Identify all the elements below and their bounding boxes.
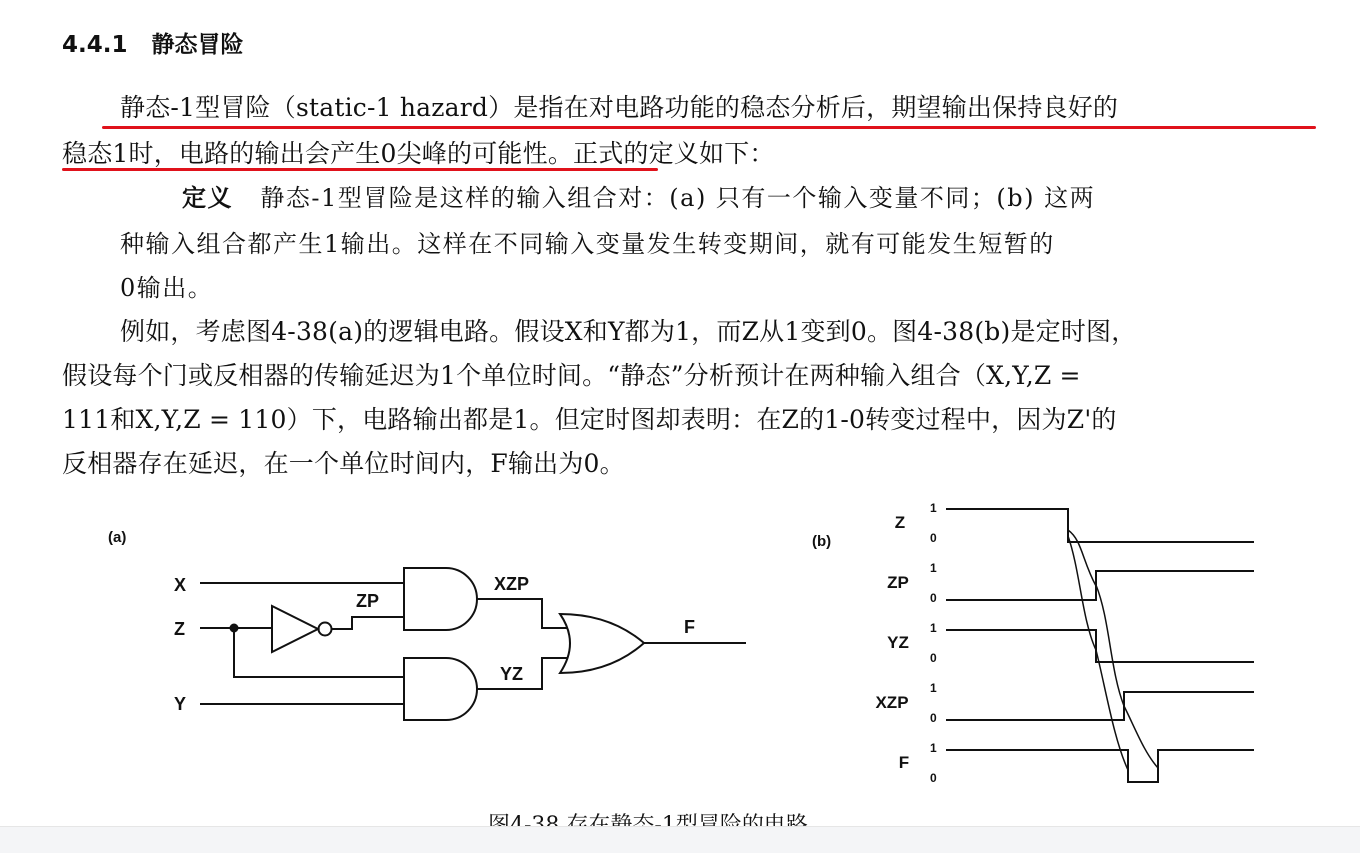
example-line-4: 反相器存在延迟，在一个单位时间内，F输出为0。 — [62, 449, 625, 478]
red-underline-2 — [62, 168, 658, 171]
label-z: Z — [174, 619, 185, 639]
label-zp: ZP — [356, 591, 380, 611]
signal-yz: YZ — [887, 633, 909, 652]
and-gate-bottom — [404, 658, 477, 720]
logic-circuit-diagram — [0, 480, 800, 810]
panel-b-label: (b) — [812, 533, 832, 550]
signal-xzp: XZP — [875, 693, 909, 712]
label-y: Y — [174, 694, 187, 714]
wave-z — [946, 509, 1254, 542]
label-yz: YZ — [500, 664, 524, 684]
paragraph-1-line-2: 稳态1时，电路的输出会产生0尖峰的可能性。正式的定义如下： — [62, 139, 775, 168]
or-gate — [560, 614, 644, 673]
wave-f — [946, 750, 1254, 782]
definition-line-3: 0输出。 — [120, 274, 214, 302]
label-f: F — [684, 617, 695, 637]
signal-f: F — [898, 753, 910, 772]
example-line-3: 111和X,Y,Z = 110）下，电路输出都是1。但定时图却表明：在Z的1-0转变过程中，因为Z'的 — [62, 405, 1117, 434]
cause-xzp-f — [1124, 706, 1158, 768]
definition-text-1: 静态-1型冒险是这样的输入组合对：(a) 只有一个输入变量不同；(b) 这两 — [260, 184, 1096, 212]
wire-zp — [332, 617, 404, 629]
level-1-yz: 1 — [930, 621, 937, 635]
and-gate-top — [404, 568, 477, 630]
cause-zp-xzp — [1096, 585, 1124, 706]
panel-a-label: (a) — [108, 529, 127, 546]
wave-yz — [946, 630, 1254, 662]
inverter-gate — [272, 606, 318, 652]
wire-z-branch — [234, 628, 404, 677]
example-line-1: 例如，考虑图4-38(a)的逻辑电路。假设X和Y都为1，而Z从1变到0。图4-38(b)是定时图， — [120, 317, 1137, 346]
level-0-z: 0 — [930, 531, 937, 545]
level-0-xzp: 0 — [930, 711, 937, 725]
paragraph-1-line-1: 静态-1型冒险（static-1 hazard）是指在对电路功能的稳态分析后，期望输出保持良好的 — [120, 93, 1119, 122]
timing-diagram — [800, 490, 1300, 800]
level-1-zp: 1 — [930, 561, 937, 575]
wire-xzp — [477, 599, 568, 628]
level-0-f: 0 — [930, 771, 937, 785]
inverter-bubble — [319, 623, 332, 636]
label-x: X — [174, 575, 187, 595]
signal-zp: ZP — [887, 573, 909, 592]
definition-line-2: 种输入组合都产生1输出。这样在不同输入变量发生转变期间，就有可能发生短暂的 — [120, 230, 1055, 258]
level-1-f: 1 — [930, 741, 937, 755]
bottom-strip — [0, 826, 1360, 853]
level-0-zp: 0 — [930, 591, 937, 605]
level-1-z: 1 — [930, 501, 937, 515]
wave-xzp — [946, 692, 1254, 720]
label-xzp: XZP — [494, 574, 530, 594]
red-underline-1 — [102, 126, 1316, 129]
level-0-yz: 0 — [930, 651, 937, 665]
section-title: 静态冒险 — [151, 32, 244, 58]
level-1-xzp: 1 — [930, 681, 937, 695]
definition-label: 定义 — [182, 184, 233, 212]
signal-z: Z — [894, 513, 906, 532]
section-heading — [62, 26, 244, 59]
cause-z-zp — [1068, 530, 1096, 586]
definition-line-1 — [182, 178, 1095, 213]
section-number: 4.4.1 — [62, 32, 128, 58]
example-line-2: 假设每个门或反相器的传输延迟为1个单位时间。“静态”分析预计在两种输入组合（X,Y,Z = — [62, 361, 1081, 390]
